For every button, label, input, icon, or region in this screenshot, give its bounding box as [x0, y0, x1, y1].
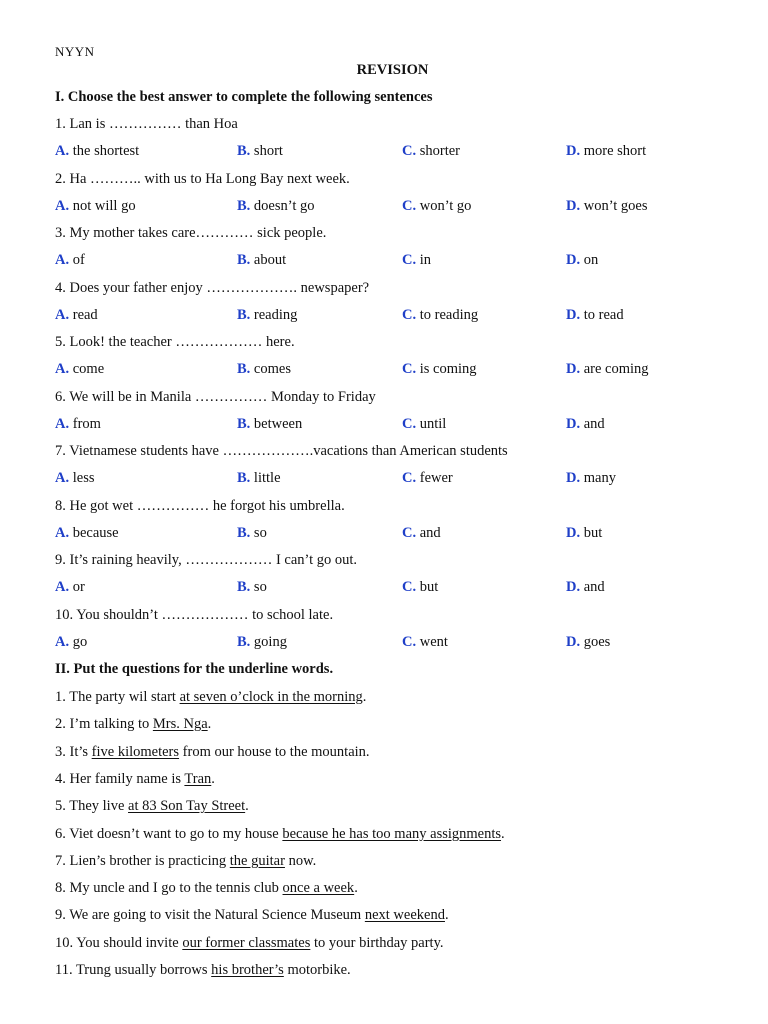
sentence-part: 1. The party wil start	[55, 689, 180, 705]
answer-option	[237, 196, 314, 216]
answer-option	[55, 141, 139, 161]
option-text: comes	[250, 361, 291, 377]
answer-option	[237, 305, 297, 325]
rewrite-item	[55, 714, 211, 734]
option-letter: D.	[566, 634, 581, 650]
option-text: in	[416, 252, 432, 268]
option-text: more short	[580, 143, 647, 159]
answer-option	[55, 414, 101, 434]
option-letter: B.	[237, 252, 251, 268]
answer-option	[237, 250, 286, 270]
answer-option	[402, 632, 448, 652]
option-letter: A.	[55, 307, 70, 323]
option-letter: D.	[566, 307, 581, 323]
question-text: 3. My mother takes care………… sick people.	[55, 225, 327, 241]
option-letter: A.	[55, 143, 70, 159]
option-text: and	[580, 579, 605, 595]
answer-option	[402, 141, 460, 161]
option-letter: A.	[55, 579, 70, 595]
option-letter: B.	[237, 307, 251, 323]
option-letter: B.	[237, 470, 251, 486]
option-text: until	[416, 416, 447, 432]
answer-option	[237, 141, 283, 161]
answer-option	[237, 414, 302, 434]
answer-option	[55, 359, 104, 379]
underlined-phrase: five kilometers	[91, 744, 180, 760]
option-letter: B.	[237, 579, 251, 595]
rewrite-item	[55, 933, 444, 953]
sentence-part: .	[362, 689, 367, 705]
answer-option	[402, 468, 453, 488]
option-letter: A.	[55, 252, 70, 268]
answer-option	[55, 250, 85, 270]
option-text: of	[69, 252, 85, 268]
option-letter: D.	[566, 416, 581, 432]
sentence-part: 3. It’s	[55, 744, 92, 760]
option-text: go	[69, 634, 88, 650]
option-text: and	[580, 416, 605, 432]
answer-option	[55, 632, 87, 652]
option-text: went	[416, 634, 448, 650]
option-text: to read	[580, 307, 624, 323]
option-text: little	[250, 470, 281, 486]
option-letter: C.	[402, 307, 417, 323]
option-letter: C.	[402, 525, 417, 541]
rewrite-item	[55, 878, 358, 898]
answer-option	[402, 414, 446, 434]
sentence-part: 10. You should invite	[55, 935, 183, 951]
option-letter: D.	[566, 361, 581, 377]
option-text: come	[69, 361, 105, 377]
answer-option	[402, 196, 471, 216]
underlined-phrase: Mrs. Nga	[152, 716, 208, 732]
sentence-part: 5. They live	[55, 798, 129, 814]
option-letter: C.	[402, 470, 417, 486]
answer-option	[402, 305, 478, 325]
underlined-phrase: the guitar	[229, 853, 285, 869]
option-text: from	[69, 416, 101, 432]
option-letter: A.	[55, 525, 70, 541]
rewrite-item	[55, 769, 215, 789]
option-text: the shortest	[69, 143, 140, 159]
option-letter: B.	[237, 634, 251, 650]
answer-option	[55, 305, 98, 325]
sentence-part: 6. Viet doesn’t want to go to my house	[55, 826, 283, 842]
question-text: 8. He got wet …………… he forgot his umbrella.	[55, 498, 345, 514]
option-letter: D.	[566, 143, 581, 159]
option-letter: B.	[237, 143, 251, 159]
option-text: goes	[580, 634, 611, 650]
option-text: reading	[250, 307, 298, 323]
section-2-heading: II. Put the questions for the underline words.	[55, 661, 334, 677]
underlined-phrase: at seven o’clock in the morning	[179, 689, 363, 705]
option-text: so	[250, 525, 267, 541]
option-letter: C.	[402, 252, 417, 268]
sentence-part: from our house to the mountain.	[179, 744, 370, 760]
option-text: on	[580, 252, 599, 268]
question-text: 9. It’s raining heavily, ……………… I can’t go out.	[55, 552, 358, 568]
option-text: between	[250, 416, 303, 432]
option-text: many	[580, 470, 616, 486]
sentence-part: 2. I’m talking to	[55, 716, 153, 732]
option-letter: A.	[55, 198, 70, 214]
underlined-phrase: his brother’s	[211, 962, 284, 978]
option-letter: B.	[237, 525, 251, 541]
answer-option	[566, 468, 616, 488]
answer-option	[566, 359, 649, 379]
rewrite-item	[55, 796, 249, 816]
option-letter: D.	[566, 579, 581, 595]
option-letter: C.	[402, 198, 417, 214]
option-text: so	[250, 579, 267, 595]
answer-option	[566, 250, 598, 270]
option-letter: C.	[402, 361, 417, 377]
answer-option	[402, 359, 477, 379]
question-text: 2. Ha ……….. with us to Ha Long Bay next week.	[55, 171, 350, 187]
option-letter: D.	[566, 525, 581, 541]
option-text: doesn’t go	[250, 198, 315, 214]
option-letter: D.	[566, 470, 581, 486]
answer-option	[566, 523, 602, 543]
answer-option	[566, 141, 646, 161]
option-letter: A.	[55, 470, 70, 486]
option-text: short	[250, 143, 283, 159]
header-tag: NYYN	[55, 44, 95, 59]
underlined-phrase: at 83 Son Tay Street	[128, 798, 246, 814]
underlined-phrase: because he has too many assignments	[282, 826, 502, 842]
question-text: 4. Does your father enjoy ………………. newspaper?	[55, 280, 370, 296]
option-letter: B.	[237, 416, 251, 432]
sentence-part: 9. We are going to visit the Natural Science Museum	[55, 907, 365, 923]
rewrite-item	[55, 687, 366, 707]
sentence-part: 4. Her family name is	[55, 771, 185, 787]
rewrite-item	[55, 905, 449, 925]
answer-option	[402, 523, 441, 543]
option-letter: C.	[402, 416, 417, 432]
sentence-part: .	[501, 826, 505, 842]
answer-option	[566, 305, 624, 325]
answer-option	[566, 632, 610, 652]
section-1-heading: I. Choose the best answer to complete the following sentences	[55, 89, 433, 105]
question-text: 5. Look! the teacher ……………… here.	[55, 334, 295, 350]
sentence-part: now.	[284, 853, 317, 869]
sentence-part: 7. Lien’s brother is practicing	[55, 853, 230, 869]
option-text: because	[69, 525, 119, 541]
sentence-part: .	[444, 907, 449, 923]
answer-option	[402, 250, 431, 270]
option-text: read	[69, 307, 98, 323]
sentence-part: .	[211, 771, 215, 787]
underlined-phrase: once a week	[282, 880, 355, 896]
rewrite-item	[55, 824, 505, 844]
answer-option	[55, 523, 119, 543]
underlined-phrase: next weekend	[364, 907, 445, 923]
option-letter: C.	[402, 143, 417, 159]
rewrite-item	[55, 960, 351, 980]
option-text: but	[580, 525, 603, 541]
option-text: less	[69, 470, 95, 486]
answer-option	[566, 196, 648, 216]
option-text: to reading	[416, 307, 479, 323]
option-letter: D.	[566, 198, 581, 214]
option-text: or	[69, 579, 85, 595]
rewrite-item	[55, 742, 370, 762]
sentence-part: 11. Trung usually borrows	[55, 962, 212, 978]
question-text: 1. Lan is …………… than Hoa	[55, 116, 238, 132]
sentence-part: .	[207, 716, 212, 732]
sentence-part: motorbike.	[283, 962, 351, 978]
answer-option	[566, 577, 605, 597]
option-text: shorter	[416, 143, 460, 159]
sentence-part: to your birthday party.	[310, 935, 444, 951]
option-text: is coming	[416, 361, 477, 377]
option-text: and	[416, 525, 441, 541]
answer-option	[55, 577, 85, 597]
document-title: REVISION	[356, 62, 429, 78]
option-text: are coming	[580, 361, 649, 377]
answer-option	[237, 523, 267, 543]
answer-option	[237, 632, 287, 652]
sentence-part: .	[245, 798, 249, 814]
answer-option	[237, 359, 291, 379]
question-text: 10. You shouldn’t ……………… to school late.	[55, 607, 334, 623]
option-letter: A.	[55, 634, 70, 650]
option-text: but	[416, 579, 439, 595]
option-letter: B.	[237, 361, 251, 377]
rewrite-item	[55, 851, 316, 871]
answer-option	[237, 468, 281, 488]
answer-option	[566, 414, 605, 434]
option-letter: A.	[55, 416, 70, 432]
option-text: about	[250, 252, 287, 268]
sentence-part: 8. My uncle and I go to the tennis club	[55, 880, 283, 896]
option-letter: B.	[237, 198, 251, 214]
option-text: going	[250, 634, 287, 650]
option-letter: A.	[55, 361, 70, 377]
question-text: 7. Vietnamese students have ……………….vacations than American students	[55, 443, 508, 459]
option-text: won’t go	[416, 198, 472, 214]
option-text: fewer	[416, 470, 453, 486]
underlined-phrase: Tran	[184, 771, 212, 787]
answer-option	[55, 196, 136, 216]
underlined-phrase: our former classmates	[182, 935, 311, 951]
option-letter: C.	[402, 634, 417, 650]
sentence-part: .	[354, 880, 358, 896]
question-text: 6. We will be in Manila …………… Monday to Friday	[55, 389, 376, 405]
option-text: won’t goes	[580, 198, 648, 214]
answer-option	[402, 577, 438, 597]
answer-option	[55, 468, 94, 488]
option-letter: C.	[402, 579, 417, 595]
option-letter: D.	[566, 252, 581, 268]
answer-option	[237, 577, 267, 597]
option-text: not will go	[69, 198, 136, 214]
